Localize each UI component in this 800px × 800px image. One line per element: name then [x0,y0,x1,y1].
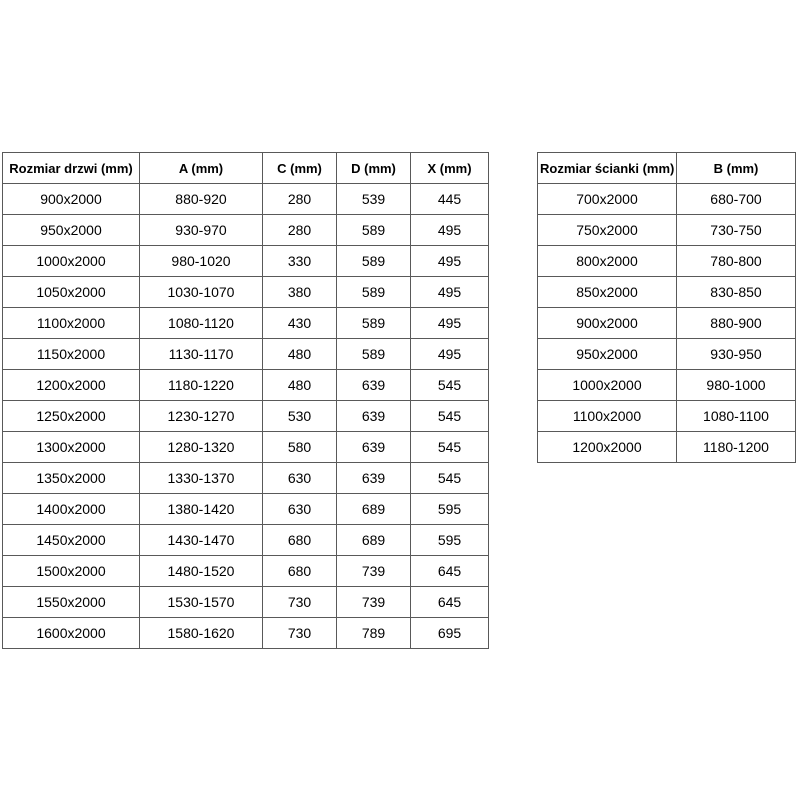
table-cell: 880-900 [677,308,796,339]
table-cell: 739 [337,556,411,587]
table-cell: 1150x2000 [3,339,140,370]
table-cell: 1250x2000 [3,401,140,432]
table-cell: 580 [263,432,337,463]
table-cell: 750x2000 [538,215,677,246]
table-cell: 645 [411,587,489,618]
table-cell: 695 [411,618,489,649]
table-cell: 680-700 [677,184,796,215]
column-header-c: C (mm) [263,153,337,184]
table-cell: 589 [337,339,411,370]
table-cell: 280 [263,184,337,215]
table-cell: 1230-1270 [140,401,263,432]
table-cell: 900x2000 [538,308,677,339]
table-cell: 495 [411,246,489,277]
table-cell: 445 [411,184,489,215]
table-cell: 1100x2000 [538,401,677,432]
table-cell: 900x2000 [3,184,140,215]
table-row [3,339,489,370]
wall-table-body [538,184,796,463]
table-cell: 480 [263,370,337,401]
table-cell: 1400x2000 [3,494,140,525]
table-cell: 700x2000 [538,184,677,215]
table-cell: 1500x2000 [3,556,140,587]
table-cell: 639 [337,432,411,463]
table-cell: 1430-1470 [140,525,263,556]
table-row [3,587,489,618]
table-cell: 950x2000 [3,215,140,246]
table-cell: 1480-1520 [140,556,263,587]
table-cell: 545 [411,432,489,463]
table-row [3,215,489,246]
table-cell: 1530-1570 [140,587,263,618]
door-size-table [2,152,489,649]
wall-size-table [537,152,796,463]
table-cell: 1100x2000 [3,308,140,339]
table-cell: 730-750 [677,215,796,246]
table-cell: 680 [263,556,337,587]
table-cell: 730 [263,618,337,649]
table-cell: 1350x2000 [3,463,140,494]
table-row [3,401,489,432]
table-cell: 280 [263,215,337,246]
table-cell: 1580-1620 [140,618,263,649]
table-row [3,184,489,215]
table-row [3,370,489,401]
column-header-a: A (mm) [140,153,263,184]
table-cell: 789 [337,618,411,649]
table-cell: 1080-1100 [677,401,796,432]
table-cell: 850x2000 [538,277,677,308]
table-cell: 530 [263,401,337,432]
table-cell: 495 [411,339,489,370]
table-row [3,463,489,494]
table-cell: 730 [263,587,337,618]
table-cell: 1330-1370 [140,463,263,494]
table-cell: 589 [337,308,411,339]
column-header-x: X (mm) [411,153,489,184]
table-cell: 1050x2000 [3,277,140,308]
table-cell: 539 [337,184,411,215]
table-cell: 830-850 [677,277,796,308]
table-row [538,370,796,401]
table-cell: 1380-1420 [140,494,263,525]
table-cell: 595 [411,494,489,525]
table-cell: 1550x2000 [3,587,140,618]
table-cell: 589 [337,215,411,246]
table-cell: 330 [263,246,337,277]
table-cell: 880-920 [140,184,263,215]
table-row [538,215,796,246]
table-row [538,339,796,370]
wall-table-header-row [538,153,796,184]
door-table-header-row [3,153,489,184]
table-cell: 689 [337,494,411,525]
table-row [3,308,489,339]
table-cell: 980-1020 [140,246,263,277]
table-cell: 780-800 [677,246,796,277]
table-row [3,618,489,649]
table-cell: 1450x2000 [3,525,140,556]
table-row [3,277,489,308]
table-cell: 1180-1220 [140,370,263,401]
table-cell: 639 [337,401,411,432]
column-header-rozmiar-scianki: Rozmiar ścianki (mm) [538,153,677,184]
table-row [3,494,489,525]
table-cell: 639 [337,370,411,401]
table-cell: 630 [263,463,337,494]
table-cell: 595 [411,525,489,556]
table-cell: 689 [337,525,411,556]
table-cell: 645 [411,556,489,587]
table-cell: 380 [263,277,337,308]
table-cell: 1080-1120 [140,308,263,339]
table-cell: 800x2000 [538,246,677,277]
table-cell: 589 [337,246,411,277]
table-cell: 1180-1200 [677,432,796,463]
table-cell: 739 [337,587,411,618]
table-cell: 639 [337,463,411,494]
table-cell: 680 [263,525,337,556]
table-cell: 480 [263,339,337,370]
table-cell: 589 [337,277,411,308]
table-row [538,432,796,463]
table-cell: 495 [411,215,489,246]
table-cell: 1130-1170 [140,339,263,370]
table-row [3,556,489,587]
column-header-b: B (mm) [677,153,796,184]
table-cell: 950x2000 [538,339,677,370]
table-cell: 545 [411,370,489,401]
table-cell: 495 [411,308,489,339]
table-row [3,246,489,277]
table-row [3,525,489,556]
table-row [3,432,489,463]
table-cell: 1200x2000 [538,432,677,463]
table-row [538,401,796,432]
table-cell: 980-1000 [677,370,796,401]
table-row [538,308,796,339]
table-row [538,184,796,215]
table-cell: 1280-1320 [140,432,263,463]
table-row [538,246,796,277]
table-cell: 1030-1070 [140,277,263,308]
table-cell: 545 [411,463,489,494]
table-cell: 545 [411,401,489,432]
table-cell: 630 [263,494,337,525]
table-cell: 1600x2000 [3,618,140,649]
table-cell: 1300x2000 [3,432,140,463]
table-cell: 1200x2000 [3,370,140,401]
table-cell: 1000x2000 [3,246,140,277]
table-row [538,277,796,308]
column-header-rozmiar-drzwi: Rozmiar drzwi (mm) [3,153,140,184]
table-cell: 930-970 [140,215,263,246]
table-cell: 1000x2000 [538,370,677,401]
column-header-d: D (mm) [337,153,411,184]
table-cell: 430 [263,308,337,339]
table-cell: 495 [411,277,489,308]
door-table-body [3,184,489,649]
table-cell: 930-950 [677,339,796,370]
